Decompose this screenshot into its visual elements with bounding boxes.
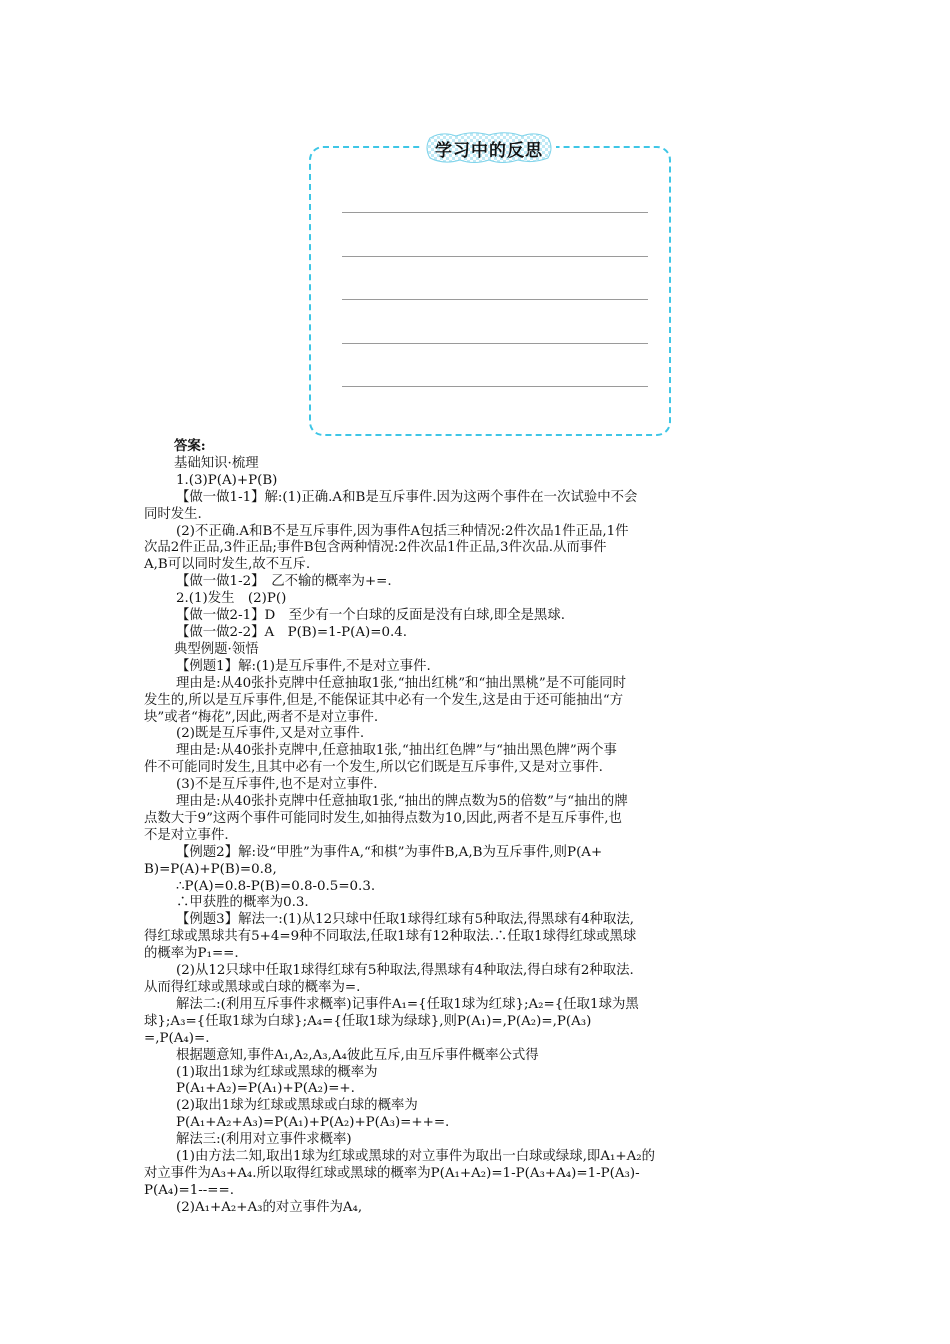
- writing-line: [342, 299, 648, 300]
- text-line: ∴甲获胜的概率为0.3.: [176, 895, 309, 911]
- text-line: 对立事件为A₃+A₄.所以取得红球或黑球的概率为P(A₁+A₂)=1-P(A₃+A₄)=1-P(A₃)-: [144, 1165, 640, 1181]
- text-line: 球};A₃={任取1球为白球};A₄={任取1球为绿球},则P(A₁)=,P(A₂)=,P(A₃): [144, 1013, 592, 1029]
- text-line: 块”或者“梅花”,因此,两者不是对立事件.: [144, 709, 379, 725]
- text-line: 的概率为P₁==.: [144, 946, 239, 962]
- text-line: 理由是:从40张扑克牌中任意抽取1张,“抽出红桃”和“抽出黑桃”是不可能同时: [176, 675, 627, 691]
- text-line: 从而得红球或黑球或白球的概率为=.: [144, 980, 361, 995]
- text-line: 解法三:(利用对立事件求概率): [176, 1132, 352, 1148]
- text-line: B)=P(A)+P(B)=0.8,: [144, 861, 277, 877]
- reflection-title: 学习中的反思: [435, 141, 543, 161]
- text-line: A,B可以同时发生,故不互斥.: [144, 557, 311, 573]
- text-line: (2)不正确.A和B不是互斥事件,因为事件A包括三种情况:2件次品1件正品,1件: [176, 523, 629, 539]
- text-line: (1)由方法二知,取出1球为红球或黑球的对立事件为取出一白球或绿球,即A₁+A₂的: [176, 1149, 656, 1165]
- text-line: 根据题意知,事件A₁,A₂,A₃,A₄彼此互斥,由互斥事件概率公式得: [176, 1047, 539, 1063]
- text-line: P(A₁+A₂)=P(A₁)+P(A₂)=+.: [176, 1081, 355, 1097]
- section-heading: 基础知识·梳理: [174, 455, 259, 471]
- section-heading: 典型例题·领悟: [174, 641, 259, 657]
- text-line: P(A₄)=1--==.: [144, 1182, 234, 1198]
- text-line: 同时发生.: [144, 506, 202, 522]
- writing-line: [342, 343, 648, 344]
- answer-content: [144, 438, 808, 1217]
- text-line: 发生的,所以是互斥事件,但是,不能保证其中必有一个发生,这是由于还可能抽出“方: [144, 692, 624, 708]
- text-line: 点数大于9”这两个事件可能同时发生,如抽得点数为10,因此,两者不是互斥事件,也: [144, 810, 622, 826]
- text-line: 理由是:从40张扑克牌中,任意抽取1张,“抽出红色牌”与“抽出黑色牌”两个事: [176, 743, 617, 759]
- text-line: 【做一做2-1】D 至少有一个白球的反面是没有白球,即全是黑球.: [176, 608, 565, 624]
- answer-label: 答案:: [174, 438, 206, 454]
- text-line: 次品2件正品,3件正品;事件B包含两种情况:2件次品1件正品,3件次品.从而事件: [144, 540, 607, 556]
- text-line: (2)取出1球为红球或黑球或白球的概率为: [176, 1098, 418, 1114]
- text-line: 2.(1)发生 (2)P(): [176, 591, 287, 607]
- text-line: 解法二:(利用互斥事件求概率)记事件A₁={任取1球为红球};A₂={任取1球为黑: [176, 996, 639, 1012]
- text-line: 不是对立事件.: [144, 827, 229, 843]
- text-line: 【例题2】解:设“甲胜”为事件A,“和棋”为事件B,A,B为互斥事件,则P(A+: [176, 844, 603, 860]
- text-line: 【做一做1-2】 乙不输的概率为+=.: [176, 574, 392, 590]
- text-line: 【例题1】解:(1)是互斥事件,不是对立事件.: [176, 658, 431, 674]
- reflection-box: [309, 146, 671, 436]
- text-line: 件不可能同时发生,且其中必有一个发生,所以它们既是互斥事件,又是对立事件.: [144, 760, 603, 776]
- text-line: (3)不是互斥事件,也不是对立事件.: [176, 777, 378, 793]
- writing-line: [342, 386, 648, 387]
- text-line: =,P(A₄)=.: [144, 1030, 210, 1046]
- text-line: 【例题3】解法一:(1)从12只球中任取1球得红球有5种取法,得黑球有4种取法,: [176, 912, 635, 928]
- text-line: (2)从12只球中任取1球得红球有5种取法,得黑球有4种取法,得白球有2种取法.: [176, 963, 634, 979]
- text-line: 【做一做2-2】A P(B)=1-P(A)=0.4.: [176, 624, 408, 640]
- text-line: 【做一做1-1】解:(1)正确.A和B是互斥事件.因为这两个事件在一次试验中不会: [176, 489, 638, 505]
- text-line: (2)A₁+A₂+A₃的对立事件为A₄,: [176, 1199, 363, 1215]
- text-line: 理由是:从40张扑克牌中任意抽取1张,“抽出的牌点数为5的倍数”与“抽出的牌: [176, 794, 628, 810]
- text-line: 1.(3)P(A)+P(B): [176, 472, 278, 488]
- text-line: (1)取出1球为红球或黑球的概率为: [176, 1064, 378, 1080]
- text-line: P(A₁+A₂+A₃)=P(A₁)+P(A₂)+P(A₃)=++=.: [176, 1115, 450, 1131]
- text-line: (2)既是互斥事件,又是对立事件.: [176, 726, 365, 742]
- text-line: ∴P(A)=0.8-P(B)=0.8-0.5=0.3.: [176, 878, 376, 894]
- reflection-title-banner: [422, 130, 556, 166]
- writing-line: [342, 212, 648, 213]
- text-line: 得红球或黑球共有5+4=9种不同取法,任取1球有12种取法.∴任取1球得红球或黑球: [144, 929, 637, 945]
- writing-line: [342, 256, 648, 257]
